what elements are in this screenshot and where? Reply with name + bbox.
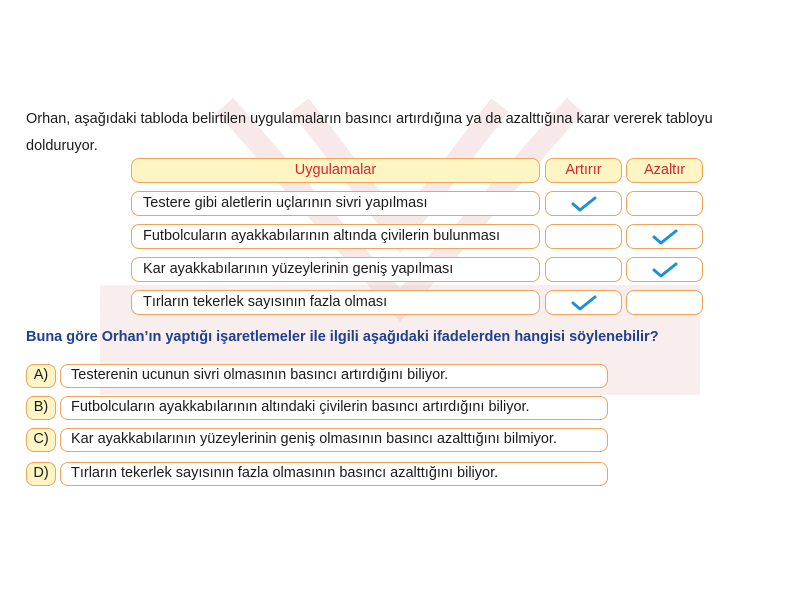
header-azaltir: Azaltır [626, 158, 703, 183]
cell-increase-row-3[interactable] [545, 257, 622, 282]
option-c-letter[interactable]: C) [26, 428, 56, 452]
option-a-text[interactable]: Testerenin ucunun sivri olmasının basıncı artırdığını biliyor. [60, 364, 608, 388]
table-row-label: Testere gibi aletlerin uçlarının sivri yapılması [131, 191, 540, 216]
check-icon [571, 294, 597, 312]
header-artirir: Artırır [545, 158, 622, 183]
option-b-letter[interactable]: B) [26, 396, 56, 420]
check-icon [652, 228, 678, 246]
cell-decrease-row-3[interactable] [626, 257, 703, 282]
check-icon [571, 195, 597, 213]
cell-increase-row-2[interactable] [545, 224, 622, 249]
question-text: Buna göre Orhan’ın yaptığı işaretlemeler ile ilgili aşağıdaki ifadelerden hangisi söylenebilir? [26, 329, 659, 345]
table-row-label: Futbolcuların ayakkabılarının altında çivilerin bulunması [131, 224, 540, 249]
option-d-letter[interactable]: D) [26, 462, 56, 486]
option-d-text[interactable]: Tırların tekerlek sayısının fazla olmasının basıncı azalttığını biliyor. [60, 462, 608, 486]
cell-decrease-row-2[interactable] [626, 224, 703, 249]
option-a-letter[interactable]: A) [26, 364, 56, 388]
intro-text: Orhan, aşağıdaki tabloda belirtilen uygulamaların basıncı artırdığına ya da azalttığına karar vererek tabloyu dolduruyor. [26, 111, 713, 154]
cell-decrease-row-4[interactable] [626, 290, 703, 315]
table-row-label: Tırların tekerlek sayısının fazla olması [131, 290, 540, 315]
cell-decrease-row-1[interactable] [626, 191, 703, 216]
table-row-label: Kar ayakkabılarının yüzeylerinin geniş yapılması [131, 257, 540, 282]
option-b-text[interactable]: Futbolcuların ayakkabılarının altındaki çivilerin basıncı artırdığını biliyor. [60, 396, 608, 420]
option-c-text[interactable]: Kar ayakkabılarının yüzeylerinin geniş olmasının basıncı azalttığını bilmiyor. [60, 428, 608, 452]
check-icon [652, 261, 678, 279]
header-uygulamalar: Uygulamalar [131, 158, 540, 183]
cell-increase-row-1[interactable] [545, 191, 622, 216]
cell-increase-row-4[interactable] [545, 290, 622, 315]
